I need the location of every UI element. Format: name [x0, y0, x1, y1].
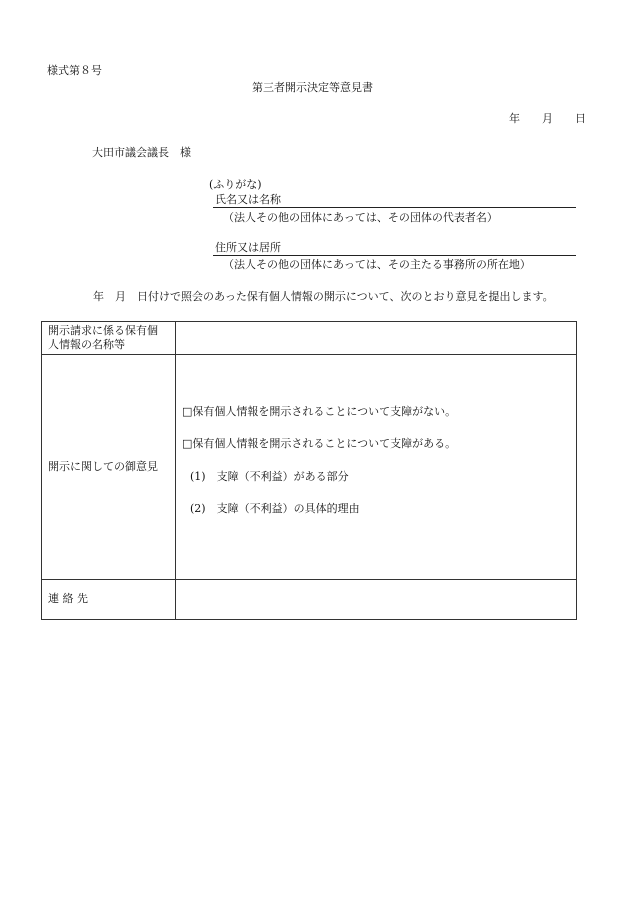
form-number: 様式第８号	[47, 64, 102, 77]
table-row	[42, 322, 577, 355]
opinion-value[interactable]	[176, 355, 577, 580]
opinion-label: 開示に関しての御意見	[42, 355, 176, 580]
address-note: （法人その他の団体にあっては、その主たる事務所の所在地）	[223, 258, 531, 271]
table-row	[42, 355, 577, 580]
name-label: 氏名又は名称	[215, 193, 281, 206]
opinion-form-table	[41, 321, 577, 620]
sub-item-affected-part: (1) 支障（不利益）がある部分	[190, 470, 349, 483]
name-field-line[interactable]	[213, 207, 576, 208]
info-name-label	[42, 322, 176, 355]
date-field[interactable]: 年 月 日	[509, 112, 586, 125]
info-name-label-line2: 人情報の名称等	[48, 338, 125, 351]
contact-value[interactable]	[176, 580, 577, 620]
table-row	[42, 580, 577, 620]
checkbox-no-objection[interactable]: □保有個人情報を開示されることについて支障がない。	[182, 405, 457, 418]
info-name-label-line1: 開示請求に係る保有個	[48, 323, 158, 337]
document-title: 第三者開示決定等意見書	[252, 81, 373, 94]
addressee: 大田市議会議長 様	[92, 146, 191, 159]
name-note: （法人その他の団体にあっては、その団体の代表者名）	[223, 211, 498, 224]
contact-label: 連 絡 先	[42, 580, 176, 620]
statement: 年 月 日付けで照会のあった保有個人情報の開示について、次のとおり意見を提出します。	[93, 290, 554, 303]
address-label: 住所又は居所	[215, 241, 281, 254]
info-name-value[interactable]	[176, 322, 577, 355]
address-field-line[interactable]	[213, 255, 576, 256]
furigana-label: (ふりがな)	[209, 178, 262, 191]
checkbox-objection[interactable]: □保有個人情報を開示されることについて支障がある。	[182, 437, 457, 450]
sub-item-specific-reason: (2) 支障（不利益）の具体的理由	[190, 502, 360, 515]
